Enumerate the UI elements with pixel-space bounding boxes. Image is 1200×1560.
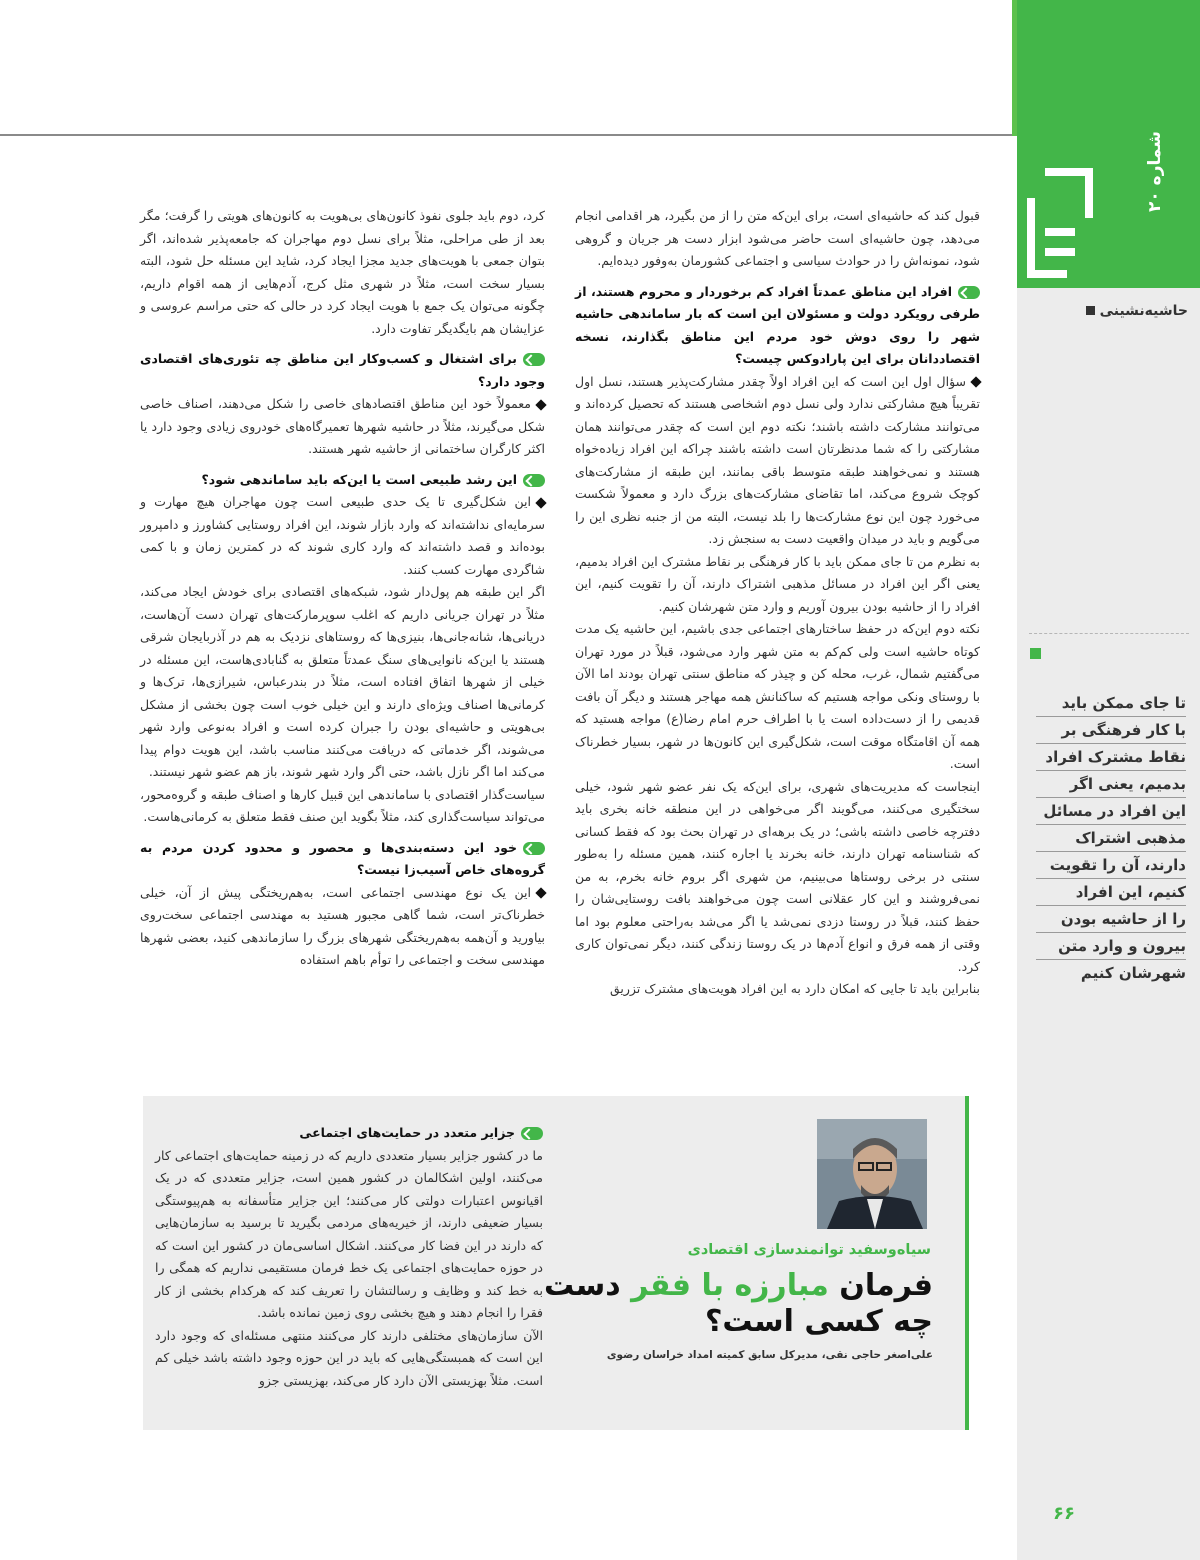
issue-label: شماره ۲۰ [1145,130,1165,212]
article-paragraph: قبول کند که حاشیه‌ای است، برای این‌که متن را از من بگیرد، هر اقدامی انجام می‌دهد، چون حاشیه‌ای است حاضر می‌شود ابزار دست هر جریان و گروهی شود، نمونه‌اش را در حوادث سیاسی و اجتماعی کشورمان به‌وفور دیده‌ایم. [575,208,980,268]
box-paragraph: ما در کشور جزایر بسیار متعددی داریم که در زمینه حمایت‌های اجتماعی کار می‌کنند، اولین اشکالمان در کشور همین است، جزایر متعددی که در یک اقیانوس اعتبارات دولتی کار می‌کنند؛ این جزایر متأسفانه به هم‌پیوستگی بسیار ضعیفی دارند، از خیریه‌های مردمی بگیرید تا برسید به سازمان‌هایی که دارند در این فضا کار می‌کنند. اشکال اساسی‌مان در کشور این است که در حوزه حمایت‌های اجتماعی یک خط فرمان مستقیمی نداریم که همگی را به خط کند و وظایف و رسالتشان را تعریف کند که هرکدام بخشی از کار فقرا را انجام دهند و هیچ بخشی روی زمین نمانده باشد. [155,1147,543,1320]
sidebar-header [1017,0,1200,288]
pull-quote-line: بدمیم، یعنی اگر [1036,771,1186,798]
green-arrow-icon [523,474,545,487]
diamond-bullet-icon [970,376,981,387]
sidebar [1017,0,1200,1560]
top-rule [0,134,1012,136]
pull-quote-line: شهرشان کنیم [1080,964,1186,982]
article-column-left [140,205,545,972]
box-paragraph: الآن سازمان‌های مختلفی دارند کار می‌کنند منتهی مسئله‌ای که وجود دارد این است که همبستگی‌هایی که باید در این حوزه وجود داشته باشد خیلی کم است. مثلاً بهزیستی الآن دارد کار می‌کند، بهزیستی جزو [155,1327,543,1388]
dotted-divider [1029,633,1189,634]
article-paragraph: اینجاست که مدیریت‌های شهری، برای این‌که یک نفر عضو شهر شود، خیلی سختگیری می‌کنند، می‌گویند اگر می‌خواهی در این منطقه خانه بخری باید دفترچه خاصی داشته باشی؛ در یک برهه‌ای در تهران بحث بود که فقط کسانی که شناسنامه تهران دارند، خانه بخرند یا اجاره کنند، همین مسئله را به‌طور سنتی در برخی روستاها می‌بینیم، من شهری اگر بروم خانه بخرم، به من نمی‌فروشند و این کار عقلانی است چون می‌خواهند بافت روستایی‌شان را حفظ کنند، قبلاً در روستا دزدی نمی‌شد یا اگر می‌شد به‌راحتی معلوم بود اما وقتی از همه فرق و انواع آدم‌ها در یک روستا زندگی کنند، دیگر نمی‌توان کاری کرد. [575,778,980,974]
pull-quote-line: مذهبی اشتراک [1036,825,1186,852]
article-column-right [575,205,980,1001]
box-text-column [155,1122,543,1392]
green-arrow-icon [958,286,980,299]
green-square-icon [1030,648,1041,659]
author-credit: علی‌اصغر حاجی نقی، مدیرکل سابق کمیته امداد خراسان رضوی [606,1349,933,1361]
article-paragraph: کرد، دوم باید جلوی نفوذ کانون‌های بی‌هویت به کانون‌های هویتی را گرفت؛ مگر بعد از طی مراحلی، مثلاً برای نسل دوم مهاجران که جامعه‌پذیر شده‌اند، اگر بتوان جمعی با هویت‌های جدید مجزا ایجاد کرد، شاید این مسئله حل شود، البته بسیار سخت است، مثلاً در شهری مثل کرج، آدم‌هایی از همه اقوام داریم، چگونه می‌توان یک جمع با هویت ایجاد کرد در حالی که حتی مراسم عروسی و عزایشان هم بایگدیگر تفاوت دارد. [140,208,545,336]
diamond-bullet-icon [535,399,546,410]
pull-quote-line: بیرون و وارد متن [1036,933,1186,960]
green-arrow-icon [523,842,545,855]
pull-quote-line: این افراد در مسائل [1036,798,1186,825]
interview-answer: این شکل‌گیری تا یک حدی طبیعی است چون مهاجران هیچ مهارت و سرمایه‌ای نداشته‌اند که وارد بازار شوند، این افراد روستایی کشاورز و دامپرور بوده‌اند و قصد داشته‌اند که وارد کاری شوند که در کمترین زمان و با کمی شاگردی مهارت کسب کنند. [140,494,545,577]
box-title: فرمان مبارزه با فقر دست چه کسی است؟ [544,1268,933,1339]
article-paragraph: اگر این طبقه هم پول‌دار شود، شبکه‌های اقتصادی برای خودش ایجاد می‌کند، مثلاً در تهران جریانی داریم که اغلب سوپرمارکت‌های تهران دست آن‌هاست، دریانی‌ها، شانه‌جانی‌ها، بنیزی‌ها که روستاهای نزدیک به هم در آذربایجان شرقی هستند یا این‌که نانوایی‌های سنگ عمدتاً متعلق به گنابادی‌هاست، این مسئله در خیلی از شهرها اتفاق افتاده است، مثلاً در بندرعباس، شیرازی‌ها، ترک‌ها و کرمانی‌ها اصناف ویژه‌ای دارند و این خیلی خوب است چون بخشی از مشکل بی‌هویتی و حاشیه‌ای بودن را جبران کرده است و افراد به‌نوعی وارد شهر می‌شوند، اگر خدماتی که دریافت می‌کنند مناسب باشد، این هویت دوام پیدا می‌کند اما اگر نازل باشد، حتی اگر وارد شهر شوند، باز هم عضو شهر نیستند. [140,584,545,779]
pull-quote-line: دارند، آن را تقویت [1036,852,1186,879]
section-title [1018,303,1188,319]
article-paragraph: بنابراین باید تا جایی که امکان دارد به این افراد هویت‌های مشترک تزریق [609,981,980,996]
magazine-logo [1027,168,1093,278]
interview-question: این رشد طبیعی است یا این‌که باید ساماندهی شود؟ [140,469,545,492]
green-arrow-icon [521,1127,543,1140]
pull-quote-line: نقاط مشترک افراد [1036,744,1186,771]
green-arrow-icon [523,353,545,366]
author-photo [817,1119,927,1229]
interview-question: افراد این مناطق عمدتاً افراد کم برخوردار و محروم هستند، از طرفی رویکرد دولت و مسئولان این است که بار ساماندهی حاشیه شهر را روی دوش خود مردم این مناطق بگذارند، نسخه اقتصاددانان برای این پارادوکس چیست؟ [575,283,980,366]
pull-quote [1036,690,1186,986]
pull-quote-line: تا جای ممکن باید [1036,690,1186,717]
box-accent-bar [965,1096,969,1430]
diamond-bullet-icon [535,887,546,898]
sidebar-interview-box [143,1096,969,1430]
box-heading: جزایر متعدد در حمایت‌های اجتماعی [155,1122,543,1145]
diamond-bullet-icon [535,497,546,508]
article-paragraph: به نظرم من تا جای ممکن باید با کار فرهنگی بر نقاط مشترک این افراد بدمیم، یعنی اگر این افراد در مسائل مذهبی اشتراک دارند، آن را تقویت کنیم، این افراد را از حاشیه بودن بیرون آوریم و وارد متن شهرشان کنیم. [575,553,980,614]
pull-quote-line: را از حاشیه بودن [1036,906,1186,933]
article-paragraph: نکته دوم این‌که در حفظ ساختارهای اجتماعی جدی باشیم، این حاشیه یک مدت کوتاه حاشیه است ولی کم‌کم به متن شهر وارد می‌شود، قبلاً در مورد تهران می‌گفتیم شمال، غرب، محله کن و چیذر که مناطق سنتی تهران بودند اما الآن با روستای ونکی مواجه هستیم که ساکنانش همه مهاجر هستند و دیگر آن بافت قدیمی را از دست‌داده است یا با اطراف حرم امام رضا(ع) مواجه هستید که همه آن اقامتگاه موقت است، شکل‌گیری این کانون‌ها در شهر، بسیار خطرناک است. [575,621,980,771]
title-line-2: چه کسی است؟ [705,1304,933,1339]
page-number: ۶۶ [1053,1503,1075,1524]
article-paragraph: سیاست‌گذار اقتصادی با ساماندهی این قبیل کارها و اصناف طبقه و گروه‌محور، می‌تواند سیاست‌گذاری کند، مثلاً بگوید این صنف فقط متعلق به کرمانی‌هاست. [140,786,545,824]
interview-question: برای اشتغال و کسب‌وکار این مناطق چه تئوری‌های اقتصادی وجود دارد؟ [140,351,545,389]
pull-quote-line: کنیم، این افراد [1036,879,1186,906]
square-bullet-icon [1086,306,1095,315]
interview-answer: این یک نوع مهندسی اجتماعی است، به‌هم‌ریختگی پیش از آن، خیلی خطرناک‌تر است، شما گاهی مجبور هستید به مهندسی اجتماعی سخت‌روی بیاورید و آن‌همه به‌هم‌ریختگی شهرهای بزرگ را سازماندهی کنید، بعضی شهرها مهندسی سخت و اجتماعی را توأم باهم استفاده [140,884,545,967]
section-title-text: حاشیه‌نشینی [1099,303,1188,319]
title-highlight: مبارزه با فقر [631,1268,829,1303]
pull-quote-line: با کار فرهنگی بر [1036,717,1186,744]
interview-question: خود این دسته‌بندی‌ها و محصور و محدود کردن مردم به گروه‌های خاص آسیب‌زا نیست؟ [140,839,545,877]
interview-answer: سؤال اول این است که این افراد اولاً چقدر مشارکت‌پذیر هستند، نسل اول تقریباً هیچ مشارکتی ندارد ولی نسل دوم اشخاصی هستند که تحصیل کرده‌اند و می‌توانند مشارکت داشته باشند؛ نکته دوم این است که چقدر می‌توانند همان مشارکتی را که شما مدنظرتان است داشته باشند چراکه این افراد زیاده‌خواه هستند و نمی‌خواهند طبقه متوسط باقی بمانند، این طبقه از مشارکت‌های کوچک شروع می‌کند، اما تقاضای مشارکت‌های بزرگ دارد و معمولاً شکست می‌خورد چون این نوع مشارکت‌ها را بلد نیست، البته من از جنبه نظری این را می‌گویم و باید در میدان واقعیت دست به سنجش زد. [575,373,980,546]
interview-answer: معمولاً خود این مناطق اقتصادهای خاصی را شکل می‌دهند، اصناف خاصی شکل می‌گیرند، مثلاً در حاشیه شهرها تعمیرگاه‌های خودروی زیادی وجود دارد یا اکثر کارگران ساختمانی از حاشیه شهر هستند. [140,396,545,456]
box-subtitle: سیاه‌وسفید توانمندسازی اقتصادی [687,1242,931,1258]
